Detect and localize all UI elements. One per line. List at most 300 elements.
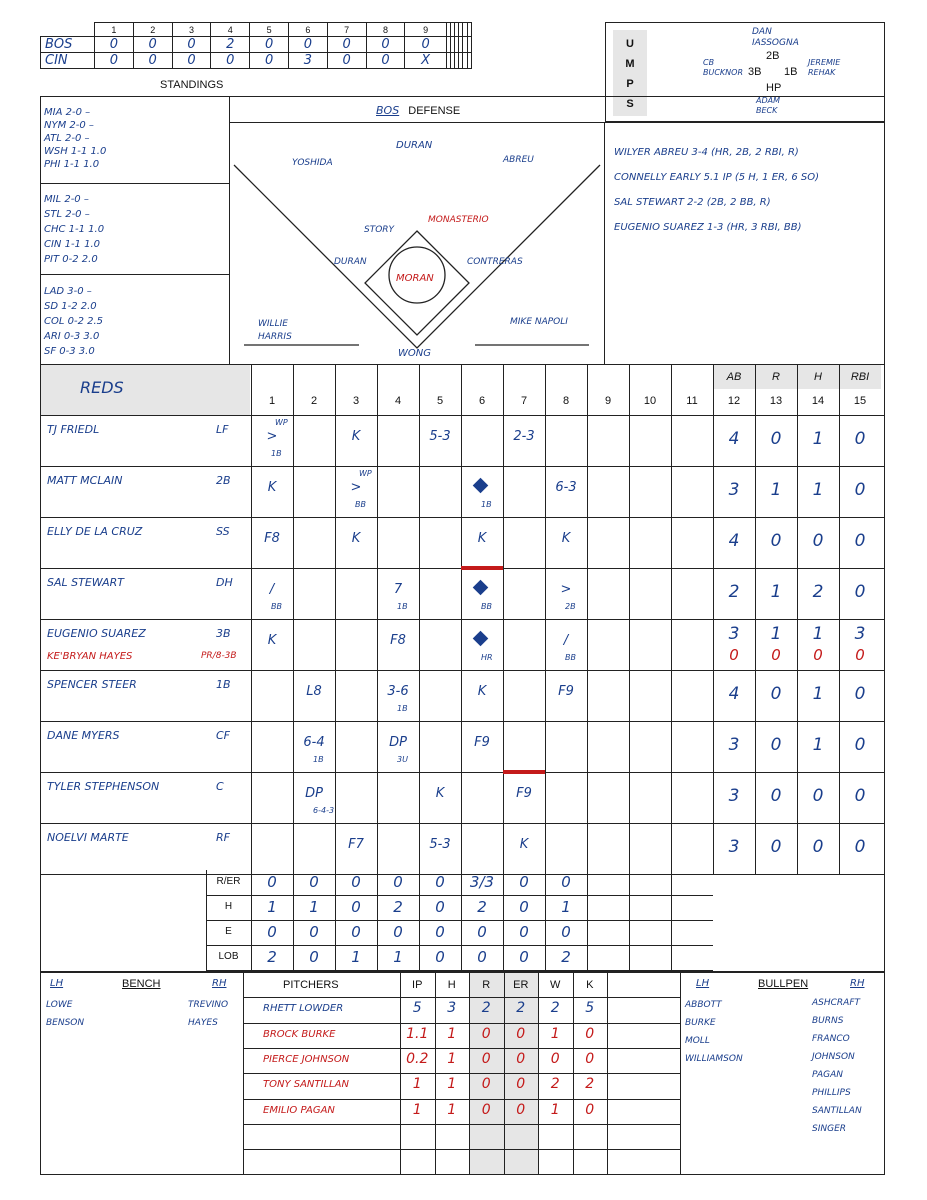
def-p: MORAN bbox=[396, 273, 434, 284]
inning-runs: 0 bbox=[250, 53, 289, 69]
batter-total-rbi: 0 bbox=[854, 684, 866, 704]
batter-name: TYLER STEPHENSON bbox=[47, 780, 160, 793]
standings-sep-1 bbox=[40, 183, 230, 184]
play-result: F9 bbox=[558, 684, 574, 699]
bullpen-lh-label: LH bbox=[696, 978, 710, 989]
totals-header: AB bbox=[726, 371, 742, 383]
pitcher-stat-h: 1 bbox=[447, 1101, 457, 1118]
batter-total-rbi: 3 bbox=[854, 624, 866, 644]
play-result: / bbox=[563, 633, 569, 648]
bullpen-lh-list bbox=[685, 996, 743, 1068]
pitcher-row-line bbox=[243, 1124, 680, 1125]
play-base: 2B bbox=[565, 602, 576, 611]
note-line: SAL STEWART 2-2 (2B, 2 BB, R) bbox=[614, 197, 771, 208]
inning-number: 9 bbox=[604, 395, 612, 407]
inning-label: 7 bbox=[327, 23, 366, 37]
batter-total-h: 0 bbox=[812, 786, 824, 806]
ump-second-pos: 2B bbox=[766, 50, 780, 62]
summary-value: 0 bbox=[519, 873, 529, 891]
summary-label: R/ER bbox=[216, 876, 241, 887]
batter-name: NOELVI MARTE bbox=[47, 831, 129, 844]
bench-rh-list bbox=[188, 996, 228, 1032]
play-base: 1B bbox=[481, 500, 492, 509]
batter-name: SPENCER STEER bbox=[47, 678, 137, 691]
inning-number: 3 bbox=[352, 395, 360, 407]
summary-value: 0 bbox=[393, 873, 403, 891]
note-line: CONNELLY EARLY 5.1 IP (5 H, 1 ER, 6 SO) bbox=[614, 172, 819, 183]
play-result: K bbox=[267, 633, 277, 648]
batter-total-h: 2 bbox=[812, 582, 824, 602]
pitcher-stat-w: 0 bbox=[550, 1050, 560, 1067]
inning-label: 5 bbox=[250, 23, 289, 37]
play-result: F8 bbox=[264, 531, 280, 546]
play-base: BB bbox=[481, 602, 492, 611]
summary-value: 1 bbox=[267, 898, 277, 916]
summary-value: 0 bbox=[351, 898, 361, 916]
standings-group-east bbox=[44, 106, 106, 171]
batter-name: SAL STEWART bbox=[47, 576, 124, 589]
bench-title: BENCH bbox=[122, 978, 161, 990]
inning-runs: 0 bbox=[327, 53, 366, 69]
grid-row-line bbox=[41, 466, 884, 467]
bench-lh-label: LH bbox=[50, 978, 64, 989]
pitcher-name: EMILIO PAGAN bbox=[263, 1104, 335, 1116]
summary-label: H bbox=[224, 901, 233, 912]
defense-header bbox=[370, 104, 460, 117]
inning-runs: 0 bbox=[327, 37, 366, 53]
summary-value: 0 bbox=[435, 923, 445, 941]
play-result: 5-3 bbox=[429, 837, 451, 852]
summary-value: 1 bbox=[309, 898, 319, 916]
pitcher-stat-ip: 1 bbox=[412, 1101, 422, 1118]
inning-runs: 0 bbox=[133, 53, 172, 69]
batter-total-rbi: 0 bbox=[854, 582, 866, 602]
batter-total-rbi: 0 bbox=[854, 735, 866, 755]
pitcher-stat-h: 1 bbox=[447, 1050, 457, 1067]
inning-runs: 0 bbox=[95, 37, 134, 53]
pitcher-stat-ip: 0.2 bbox=[406, 1050, 429, 1067]
play-result: K bbox=[351, 531, 361, 546]
batter-position: 2B bbox=[216, 474, 231, 487]
pitcher-name: BROCK BURKE bbox=[263, 1028, 336, 1040]
batter-total-rbi: 0 bbox=[854, 429, 866, 449]
play-note: WP bbox=[359, 469, 372, 478]
play-result: K bbox=[477, 531, 487, 546]
play-base: 1B bbox=[397, 704, 408, 713]
inning-label: 9 bbox=[405, 23, 446, 37]
grid-row-line bbox=[41, 517, 884, 518]
standings-sep-2 bbox=[40, 274, 230, 275]
play-result: F7 bbox=[348, 837, 364, 852]
summary-value: 0 bbox=[393, 923, 403, 941]
summary-value: 3/3 bbox=[469, 873, 495, 891]
grid-col-line bbox=[629, 365, 630, 970]
bullpen-player: SINGER bbox=[812, 1124, 847, 1134]
def-c: WONG bbox=[398, 348, 431, 359]
batter-total-h: 0 bbox=[812, 531, 824, 551]
batter-total-ab: 4 bbox=[728, 684, 740, 704]
inning-runs: 0 bbox=[288, 37, 327, 53]
bench-player: HAYES bbox=[188, 1018, 218, 1028]
play-result: F9 bbox=[474, 735, 490, 750]
standings-row: LAD 3-0 – bbox=[44, 286, 92, 297]
ump-home-pos: HP bbox=[766, 82, 782, 94]
bullpen-player: PAGAN bbox=[812, 1070, 843, 1080]
def-2b: MONASTERIO bbox=[428, 215, 489, 225]
inning-number: 6 bbox=[478, 395, 486, 407]
pitcher-stat-h: 3 bbox=[447, 1000, 457, 1017]
play-base: 3U bbox=[397, 755, 408, 764]
standings-row: MIL 2-0 – bbox=[44, 194, 89, 205]
play-result: K bbox=[477, 684, 487, 699]
play-result: K bbox=[267, 480, 277, 495]
summary-value: 0 bbox=[519, 923, 529, 941]
play-result: 6-3 bbox=[555, 480, 577, 495]
inning-runs: 0 bbox=[133, 37, 172, 53]
batter-total-r: 1 bbox=[770, 624, 782, 644]
notes bbox=[614, 140, 819, 240]
batter-total-r: 0 bbox=[770, 531, 782, 551]
standings-title: STANDINGS bbox=[160, 79, 224, 91]
totals-header: RBI bbox=[850, 371, 870, 383]
pitcher-stat-r: 2 bbox=[481, 1000, 491, 1017]
batter-total-rbi: 0 bbox=[854, 531, 866, 551]
standings-row: SF 0-3 3.0 bbox=[44, 346, 95, 357]
summary-value: 0 bbox=[267, 923, 277, 941]
play-base: BB bbox=[565, 653, 576, 662]
bullpen-player: PHILLIPS bbox=[812, 1088, 851, 1098]
pitcher-stat-k: 0 bbox=[585, 1101, 595, 1118]
summary-value: 1 bbox=[561, 898, 571, 916]
summary-value: 1 bbox=[351, 948, 361, 966]
batter-total-ab: 4 bbox=[728, 531, 740, 551]
note-line: EUGENIO SUAREZ 1-3 (HR, 3 RBI, BB) bbox=[614, 222, 802, 233]
bullpen-player: SANTILLAN bbox=[812, 1106, 862, 1116]
pitcher-stat-er: 0 bbox=[516, 1101, 526, 1118]
summary-value: 0 bbox=[519, 948, 529, 966]
grid-row-line bbox=[41, 721, 884, 722]
inning-runs: X bbox=[405, 53, 446, 69]
batter-total-ab: 3 bbox=[728, 735, 740, 755]
standings-row: STL 2-0 – bbox=[44, 209, 90, 220]
summary-value: 0 bbox=[477, 948, 487, 966]
inning-end-marker bbox=[461, 566, 503, 570]
batter-total-ab: 3 bbox=[728, 480, 740, 500]
play-result: 5-3 bbox=[429, 429, 451, 444]
ump-first-name: JEREMIE REHAK bbox=[808, 58, 841, 77]
standings-group-central bbox=[44, 192, 104, 267]
batter-total-h: 1 bbox=[812, 735, 824, 755]
team-abbrev: BOS bbox=[41, 37, 95, 53]
inning-label: 6 bbox=[288, 23, 327, 37]
pitcher-stat-h: 1 bbox=[447, 1076, 457, 1093]
bullpen-player: FRANCO bbox=[812, 1034, 850, 1044]
standings-row: CHC 1-1 1.0 bbox=[44, 224, 105, 235]
def-3b: DURAN bbox=[334, 257, 367, 267]
ump-third-name: CB BUCKNOR bbox=[703, 58, 744, 77]
play-result: F8 bbox=[390, 633, 406, 648]
pitcher-stat-k: 5 bbox=[585, 1000, 595, 1017]
bullpen-player: ASHCRAFT bbox=[812, 998, 861, 1008]
play-result: 6-4 bbox=[303, 735, 325, 750]
inning-number: 8 bbox=[562, 395, 570, 407]
pitcher-stat-r: 0 bbox=[481, 1025, 491, 1042]
bullpen-divider bbox=[680, 972, 681, 1175]
standings-row: PIT 0-2 2.0 bbox=[44, 254, 98, 265]
batter-total-h: 1 bbox=[812, 684, 824, 704]
summary-value: 0 bbox=[435, 898, 445, 916]
pitcher-stat-ip: 1.1 bbox=[406, 1025, 429, 1042]
summary-value: 2 bbox=[477, 898, 487, 916]
standings-row: NYM 2-0 – bbox=[44, 120, 94, 131]
pitcher-stat-k: 0 bbox=[585, 1025, 595, 1042]
summary-row-line bbox=[206, 920, 713, 921]
standings-row: CIN 1-1 1.0 bbox=[44, 239, 101, 250]
batter-total-r: 0 bbox=[770, 786, 782, 806]
ump-first-pos: 1B bbox=[784, 66, 798, 78]
batter-total-ab: 3 bbox=[728, 837, 740, 857]
standings-group-west bbox=[44, 284, 103, 359]
play-result: 2-3 bbox=[513, 429, 535, 444]
defense-team: BOS bbox=[376, 104, 400, 117]
summary-value: 0 bbox=[351, 873, 361, 891]
inning-number: 5 bbox=[436, 395, 444, 407]
play-result: / bbox=[269, 582, 275, 597]
play-result: K bbox=[351, 429, 361, 444]
summary-value: 0 bbox=[519, 898, 529, 916]
batter-position: C bbox=[216, 780, 224, 793]
batter-position: 3B bbox=[216, 627, 231, 640]
play-base: BB bbox=[355, 500, 366, 509]
bench-lh-list bbox=[46, 996, 84, 1032]
batter-position: 1B bbox=[216, 678, 231, 691]
summary-value: 0 bbox=[309, 923, 319, 941]
summary-label: LOB bbox=[218, 951, 239, 962]
batter-position: DH bbox=[216, 576, 233, 589]
pitcher-name: RHETT LOWDER bbox=[263, 1003, 344, 1015]
inning-number: 15 bbox=[853, 395, 867, 407]
inning-label: 1 bbox=[95, 23, 134, 37]
summary-value: 1 bbox=[393, 948, 403, 966]
standings-row: PHI 1-1 1.0 bbox=[44, 159, 100, 170]
batter-total-h: 1 bbox=[812, 429, 824, 449]
pitcher-stat-header: K bbox=[586, 979, 594, 991]
grid-row-line bbox=[41, 772, 884, 773]
pitcher-stat-ip: 1 bbox=[412, 1076, 422, 1093]
linescore bbox=[40, 22, 472, 69]
grid-col-line bbox=[587, 365, 588, 970]
summary-value: 0 bbox=[435, 873, 445, 891]
pitcher-stat-h: 1 bbox=[447, 1025, 457, 1042]
summary-value: 0 bbox=[267, 873, 277, 891]
pitcher-stat-r: 0 bbox=[481, 1050, 491, 1067]
play-base: 1B bbox=[313, 755, 324, 764]
bench-player: LOWE bbox=[46, 1000, 73, 1010]
pitcher-stat-er: 2 bbox=[516, 1000, 526, 1017]
sub-total-h: 0 bbox=[813, 646, 823, 664]
bullpen-player: ABBOTT bbox=[685, 1000, 722, 1010]
bullpen-player: MOLL bbox=[685, 1036, 710, 1046]
pitcher-stat-header: H bbox=[447, 979, 456, 991]
bullpen-player: BURKE bbox=[685, 1018, 716, 1028]
inning-number: 10 bbox=[643, 395, 657, 407]
summary-value: 0 bbox=[351, 923, 361, 941]
play-result: > bbox=[266, 429, 278, 444]
standings-row: COL 0-2 2.5 bbox=[44, 316, 104, 327]
pitcher-row-line bbox=[243, 1023, 680, 1024]
sub-total-r: 0 bbox=[771, 646, 781, 664]
inning-number: 14 bbox=[811, 395, 825, 407]
defense-label: DEFENSE bbox=[408, 105, 461, 117]
summary-value: 0 bbox=[477, 923, 487, 941]
play-result: 7 bbox=[393, 582, 403, 597]
batter-total-h: 0 bbox=[812, 837, 824, 857]
batter-total-ab: 3 bbox=[728, 786, 740, 806]
summary-value: 0 bbox=[435, 948, 445, 966]
summary-row-line bbox=[206, 895, 713, 896]
batter-total-r: 0 bbox=[770, 837, 782, 857]
bullpen-player: BURNS bbox=[812, 1016, 844, 1026]
bench-rh-label: RH bbox=[212, 978, 227, 989]
def-bench-right: MIKE NAPOLI bbox=[510, 317, 568, 327]
inning-runs: 2 bbox=[211, 37, 250, 53]
team-header bbox=[41, 365, 250, 415]
pitcher-stat-r: 0 bbox=[481, 1101, 491, 1118]
def-1b: CONTRERAS bbox=[467, 257, 523, 267]
inning-number: 13 bbox=[769, 395, 783, 407]
play-result: DP bbox=[305, 786, 323, 801]
def-rf: ABREU bbox=[503, 155, 534, 165]
bench-player: BENSON bbox=[46, 1018, 85, 1028]
inning-runs: 0 bbox=[172, 53, 211, 69]
inning-runs: 0 bbox=[172, 37, 211, 53]
standings-row: ATL 2-0 – bbox=[44, 133, 90, 144]
pitcher-stat-k: 0 bbox=[585, 1050, 595, 1067]
inning-number: 2 bbox=[310, 395, 318, 407]
batter-name: TJ FRIEDL bbox=[47, 423, 100, 436]
inning-runs: 3 bbox=[288, 53, 327, 69]
pitcher-row-line bbox=[243, 1073, 680, 1074]
batter-total-r: 0 bbox=[770, 684, 782, 704]
linescore-header bbox=[41, 23, 472, 37]
play-result: F9 bbox=[516, 786, 532, 801]
ump-home-name: ADAM BECK bbox=[756, 96, 781, 115]
bullpen-player: WILLIAMSON bbox=[685, 1054, 743, 1064]
pitcher-stat-er: 0 bbox=[516, 1025, 526, 1042]
batter-total-h: 1 bbox=[812, 480, 824, 500]
pitcher-row-line bbox=[243, 1048, 680, 1049]
batter-total-ab: 4 bbox=[728, 429, 740, 449]
play-note: WP bbox=[275, 418, 288, 427]
batter-total-ab: 3 bbox=[728, 624, 740, 644]
batter-position: LF bbox=[216, 423, 229, 436]
pitcher-stat-w: 1 bbox=[550, 1025, 560, 1042]
pitcher-row-line bbox=[243, 997, 680, 998]
play-result: K bbox=[519, 837, 529, 852]
inning-label: 4 bbox=[211, 23, 250, 37]
pitcher-stat-header: ER bbox=[513, 979, 529, 991]
linescore-row-home bbox=[41, 53, 472, 69]
inning-runs: 0 bbox=[366, 53, 405, 69]
pitcher-col-line bbox=[607, 972, 608, 1175]
notes-divider bbox=[604, 122, 605, 365]
pitcher-stat-header: IP bbox=[412, 979, 423, 991]
totals-header: H bbox=[814, 371, 822, 383]
inning-number: 12 bbox=[727, 395, 741, 407]
batter-position: SS bbox=[216, 525, 230, 538]
pitcher-stat-ip: 5 bbox=[412, 1000, 422, 1017]
sub-total-ab: 0 bbox=[729, 646, 739, 664]
inning-label: 3 bbox=[172, 23, 211, 37]
linescore-row-away bbox=[41, 37, 472, 53]
summary-value: 0 bbox=[309, 948, 319, 966]
summary-value: 0 bbox=[561, 923, 571, 941]
pitchers-title: PITCHERS bbox=[283, 979, 339, 991]
inning-runs: 0 bbox=[250, 37, 289, 53]
grid-row-line bbox=[41, 823, 884, 824]
standings-row: MIA 2-0 – bbox=[44, 107, 91, 118]
batter-position: RF bbox=[216, 831, 230, 844]
def-lf: YOSHIDA bbox=[292, 158, 333, 168]
play-base: 1B bbox=[397, 602, 408, 611]
inning-runs: 0 bbox=[405, 37, 446, 53]
play-base: 6-4-3 bbox=[313, 806, 335, 815]
sub-total-rbi: 0 bbox=[855, 646, 865, 664]
pitcher-stat-r: 0 bbox=[481, 1076, 491, 1093]
batter-total-h: 1 bbox=[812, 624, 824, 644]
pitcher-stat-w: 2 bbox=[550, 1000, 560, 1017]
batter-name: MATT MCLAIN bbox=[47, 474, 123, 487]
sub-position: PR/8-3B bbox=[201, 651, 237, 661]
umps-label: U M P S bbox=[613, 30, 647, 116]
summary-value: 0 bbox=[561, 873, 571, 891]
summary-row-line bbox=[206, 970, 713, 971]
bullpen-rh-label: RH bbox=[850, 978, 865, 989]
play-result: 3-6 bbox=[387, 684, 409, 699]
inning-runs: 0 bbox=[211, 53, 250, 69]
grid-row-line bbox=[41, 415, 884, 416]
standings-row: WSH 1-1 1.0 bbox=[44, 146, 107, 157]
sub-name: KE'BRYAN HAYES bbox=[47, 651, 133, 662]
summary-value: 2 bbox=[267, 948, 277, 966]
summary-value: 2 bbox=[561, 948, 571, 966]
play-base: 1B bbox=[271, 449, 282, 458]
inning-runs: 0 bbox=[95, 53, 134, 69]
bench-player: TREVINO bbox=[188, 1000, 229, 1010]
standings-row: SD 1-2 2.0 bbox=[44, 301, 97, 312]
grid-col-line bbox=[671, 365, 672, 970]
summary-label-line bbox=[206, 870, 207, 970]
play-base: BB bbox=[271, 602, 282, 611]
batter-total-rbi: 0 bbox=[854, 837, 866, 857]
pitcher-stat-w: 2 bbox=[550, 1076, 560, 1093]
summary-value: 2 bbox=[393, 898, 403, 916]
pitcher-stat-header: W bbox=[550, 979, 561, 991]
def-ss: STORY bbox=[364, 225, 395, 235]
inning-number: 1 bbox=[268, 395, 276, 407]
inning-number: 4 bbox=[394, 395, 402, 407]
summary-row-line bbox=[206, 945, 713, 946]
pitcher-stat-header: R bbox=[482, 979, 491, 991]
inning-number: 11 bbox=[686, 395, 698, 407]
inning-end-marker bbox=[503, 770, 545, 774]
inning-number: 7 bbox=[520, 395, 528, 407]
play-result: DP bbox=[389, 735, 407, 750]
ump-second-name: DAN IASSOGNA bbox=[752, 27, 799, 48]
play-result: > bbox=[560, 582, 572, 597]
grid-row-line bbox=[41, 670, 884, 671]
pitcher-name: TONY SANTILLAN bbox=[263, 1079, 349, 1091]
